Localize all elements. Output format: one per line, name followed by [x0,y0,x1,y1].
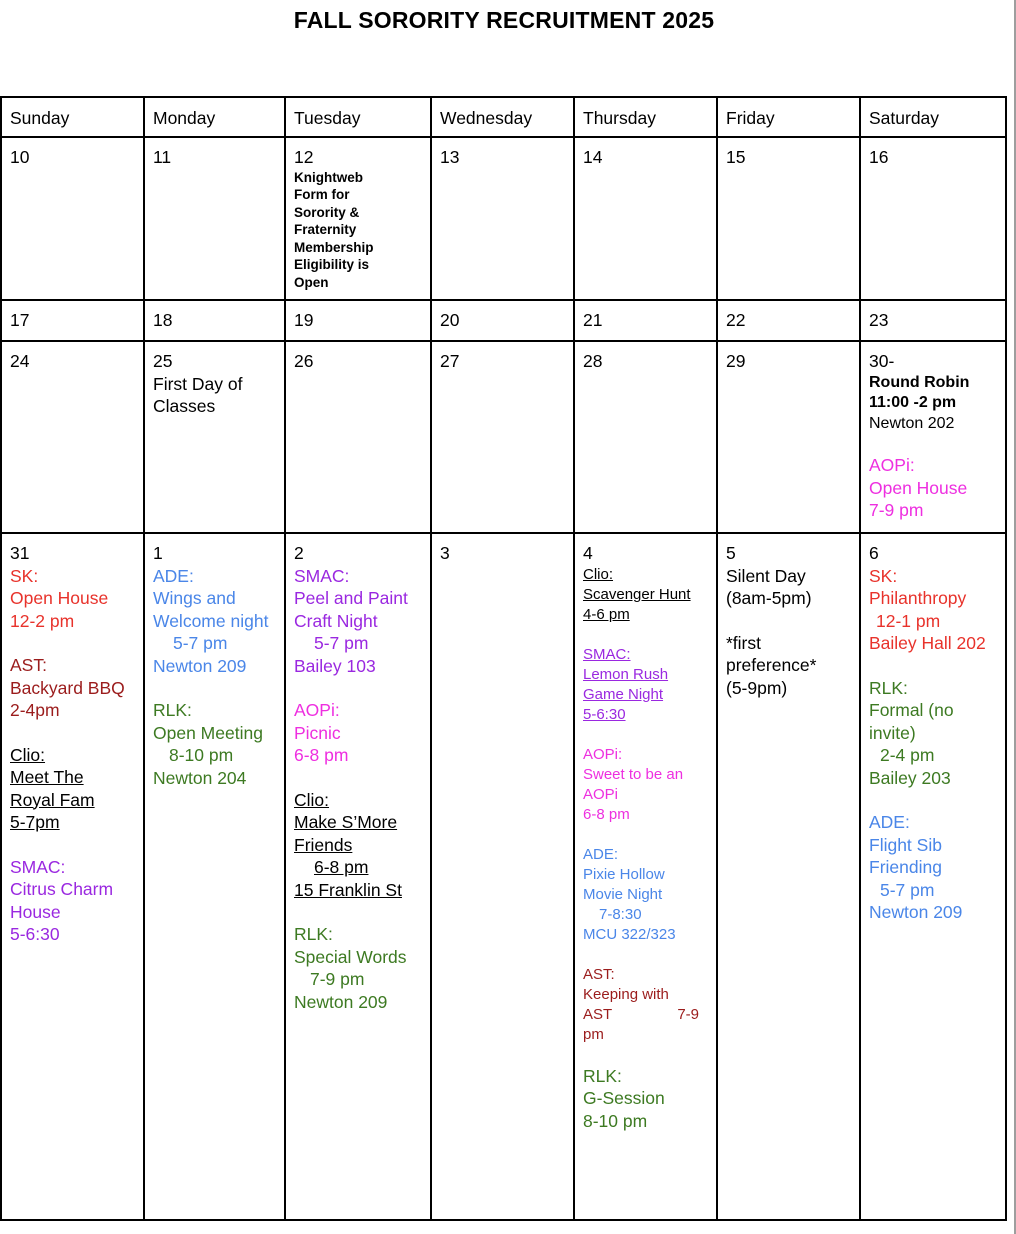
day-number: 11 [153,147,172,167]
day-cell-13 [431,137,574,300]
day-number: 15 [726,147,746,167]
week-row-4 [1,533,1006,1220]
week-row-3 [1,341,1006,533]
header-thursday: Thursday [574,97,717,137]
day-number: 27 [440,351,460,371]
aopi-event: AOPi: Picnic 6-8 pm [294,700,349,765]
day-cell-26 [285,341,431,533]
day-number: 12 [294,147,314,167]
day-number: 30- [869,351,895,371]
clio-event: Clio: Make S’More Friends 6-8 pm 15 Franklin St [294,789,402,900]
smac-event: SMAC: Peel and Paint Craft Night 5-7 pm Bailey 103 [294,565,408,676]
day-cell-4 [574,533,717,1220]
weekday-header-row [1,97,1006,137]
day-number: 3 [440,543,450,563]
first-day-note: Classes [153,396,216,416]
ade-event: ADE: Flight Sib Friending 5-7 pm Newton 209 [869,812,963,922]
header-saturday: Saturday [860,97,1006,137]
day-number: 13 [440,147,460,167]
clio-event: Clio: Meet The Royal Fam 5-7pm [10,744,95,832]
calendar-table [0,96,1007,1221]
header-monday: Monday [144,97,285,137]
day-cell-24 [1,341,144,533]
day-cell-5 [717,533,860,1220]
smac-event: SMAC: Lemon Rush Game Night 5-6:30 [583,645,669,723]
day-cell-14 [574,137,717,300]
ade-event: ADE: Wings and Welcome night 5-7 pm Newton 209 [153,565,269,676]
day-number: 26 [294,351,314,371]
header-friday: Friday [717,97,860,137]
ast-event: AST: Keeping with AST 7-9 pm [583,965,699,1043]
day-cell-15 [717,137,860,300]
day-cell-17: 17 [1,300,144,341]
day-cell-1 [144,533,285,1220]
day-cell-28 [574,341,717,533]
day-number: 4 [583,543,593,563]
first-day-note: First Day of [153,373,243,394]
day-number: 31 [10,543,30,563]
day-cell-25 [144,341,285,533]
page-title: FALL SORORITY RECRUITMENT 2025 [293,7,715,33]
day-number: 25 [153,351,173,371]
day-cell-10 [1,137,144,300]
day-cell-29 [717,341,860,533]
day-cell-31 [1,533,144,1220]
day-cell-27 [431,341,574,533]
day-cell-3 [431,533,574,1220]
first-preference-event: *first preference* (5-9pm) [726,632,817,698]
rlk-event: RLK: Special Words 7-9 pm Newton 209 [294,924,407,1012]
week-row-1 [1,137,1006,300]
ast-event: AST: Backyard BBQ 2-4pm [10,655,125,720]
aopi-open-house-event: AOPi: Open House 7-9 pm [869,455,968,520]
day-cell-11 [144,137,285,300]
sk-event: SK: Open House 12-2 pm [10,565,109,631]
day-cell-30 [860,341,1006,533]
day-number: 28 [583,351,603,371]
day-cell-22: 22 [717,300,860,341]
sk-event: SK: Philanthropy 12-1 pm Bailey Hall 202 [869,565,986,653]
day-cell-2 [285,533,431,1220]
day-cell-20: 20 [431,300,574,341]
day-cell-16 [860,137,1006,300]
header-tuesday: Tuesday [285,97,431,137]
rlk-event: RLK: G-Session 8-10 pm [583,1065,665,1131]
day-number: 2 [294,543,304,563]
day-cell-6 [860,533,1006,1220]
aopi-event: AOPi: Sweet to be an AOPi 6-8 pm [583,745,684,823]
round-robin-event: Round Robin 11:00 -2 pm Newton 202 [869,373,970,432]
rlk-event: RLK: Open Meeting 8-10 pm Newton 204 [153,700,263,788]
eligibility-note: Knightweb Form for Sorority & Fraternity Membership Eligibility is Open [294,169,374,290]
day-number: 6 [869,543,879,563]
day-number: 1 [153,543,163,563]
day-number: 10 [10,147,30,167]
header-sunday: Sunday [1,97,144,137]
header-wednesday: Wednesday [431,97,574,137]
day-number: 24 [10,351,30,371]
rlk-event: RLK: Formal (no invite) 2-4 pm Bailey 203 [869,677,954,788]
day-number: 29 [726,351,746,371]
week-row-2 [1,300,1006,341]
day-cell-18: 18 [144,300,285,341]
ade-event: ADE: Pixie Hollow Movie Night 7-8:30 MCU 322/323 [583,845,676,943]
day-number: 16 [869,147,889,167]
day-number: 14 [583,147,603,167]
day-cell-21: 21 [574,300,717,341]
clio-event: Clio: Scavenger Hunt 4-6 pm [583,565,691,623]
day-cell-23: 23 [860,300,1006,341]
day-cell-19: 19 [285,300,431,341]
day-number: 5 [726,543,736,563]
silent-day-event: Silent Day (8am-5pm) [726,565,812,608]
day-cell-12 [285,137,431,300]
smac-event: SMAC: Citrus Charm House 5-6:30 [10,856,114,944]
